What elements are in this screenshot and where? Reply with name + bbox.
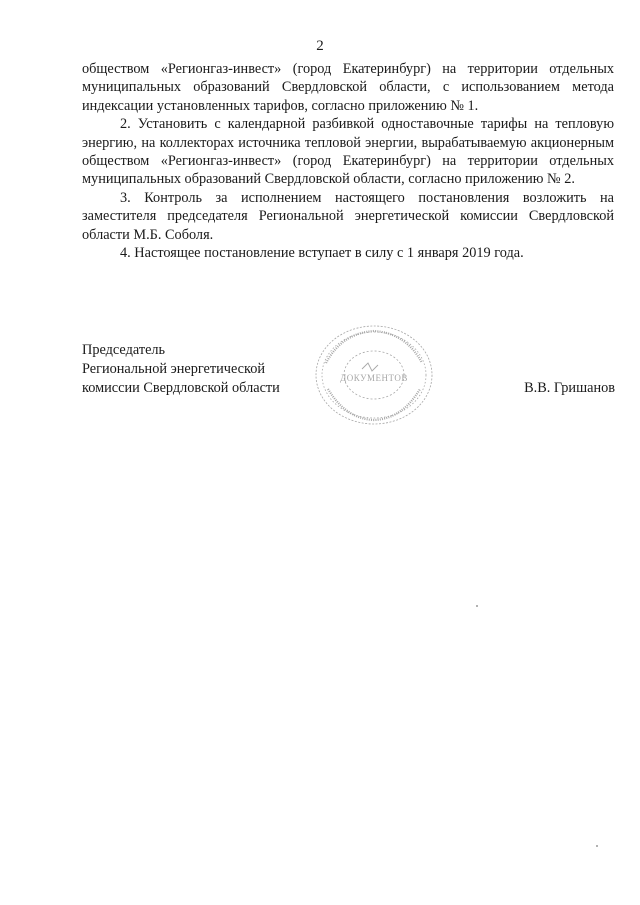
signer-title-line-1: Председатель (82, 342, 166, 358)
document-body (82, 60, 614, 262)
signer-title-line-2: Региональной энергетической (82, 361, 266, 377)
paragraph-item-2: 2. Установить с календарной разбивкой одноставочные тарифы на тепловую энергию, на коллекторах источника тепловой энергии, вырабатываемую акционерным обществом «Регионгаз-инвест» (город Екатеринбург) на территории отдельных муниципальных образований Свердловской области, согласно приложению № 2. (82, 116, 614, 188)
paragraph-item-3: 3. Контроль за исполнением настоящего постановления возложить на заместителя председателя Региональной энергетической комиссии Свердловской области М.Б. Соболя. (82, 189, 614, 243)
seal-text: ДОКУМЕНТОВ (340, 373, 408, 383)
signer-title-line-3: комиссии Свердловской области (82, 380, 280, 396)
scan-speck (476, 605, 478, 607)
scan-speck (596, 845, 598, 847)
seal-stamp (312, 323, 436, 427)
paragraph-continuation: обществом «Регионгаз-инвест» (город Екатеринбург) на территории отдельных муниципальных образований Свердловской области, с использованием метода индексации установленных тарифов, согласно приложению № 1. (82, 61, 614, 114)
signer-name: В.В. Гришанов (524, 380, 615, 396)
page-number: 2 (316, 38, 324, 54)
paragraph-item-4: 4. Настоящее постановление вступает в силу с 1 января 2019 года. (120, 245, 524, 262)
signature-block (82, 341, 322, 398)
